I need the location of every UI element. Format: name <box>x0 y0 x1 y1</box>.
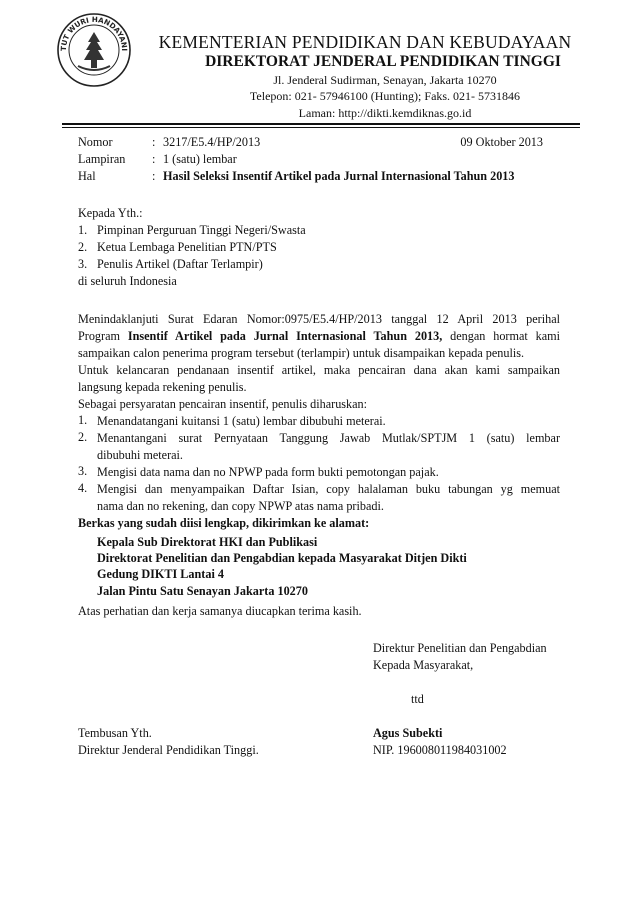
address-line: Kepala Sub Direktorat HKI dan Publikasi <box>97 535 318 549</box>
signatory-name: Agus Subekti <box>373 726 443 740</box>
nomor-colon: : <box>152 135 156 149</box>
hal-colon: : <box>152 169 156 183</box>
body-paragraph-line: sampaikan calon penerima program tersebut (terlampir) untuk disampaikan kepada penulis. <box>78 346 525 360</box>
letterhead-divider <box>62 123 580 125</box>
letterhead-ministry: KEMENTERIAN PENDIDIKAN DAN KEBUDAYAAN <box>158 32 572 52</box>
recipient-number: 1. <box>78 223 88 237</box>
body-paragraph-line: Untuk kelancaran pendanaan insentif artikel, maka pencairan dana akan kami sampaikan <box>78 363 560 377</box>
recipient-item: Pimpinan Perguruan Tinggi Negeri/Swasta <box>97 223 306 237</box>
closing-sentence: Atas perhatian dan kerja samanya diucapkan terima kasih. <box>78 604 362 618</box>
address-line: Jalan Pintu Satu Senayan Jakarta 10270 <box>97 584 308 598</box>
letterhead-phone: Telepon: 021- 57946100 (Hunting); Faks. 021- 5731846 <box>249 89 521 103</box>
nomor-value: 3217/E5.4/HP/2013 <box>163 135 261 149</box>
body-paragraph-line: langsung kepada rekening penulis. <box>78 380 247 394</box>
recipient-salutation: Kepada Yth.: <box>78 206 143 220</box>
recipient-item: Ketua Lembaga Penelitian PTN/PTS <box>97 240 277 254</box>
letterhead-address: Jl. Jenderal Sudirman, Senayan, Jakarta 10270 <box>273 73 497 87</box>
recipient-number: 3. <box>78 257 88 271</box>
cc-item: Direktur Jenderal Pendidikan Tinggi. <box>78 743 259 757</box>
recipient-number: 2. <box>78 240 88 254</box>
signature-ttd: ttd <box>411 692 424 706</box>
requirement-number: 4. <box>78 481 88 495</box>
requirement-text: Menandatangani kuitansi 1 (satu) lembar dibubuhi meterai. <box>97 414 386 428</box>
lampiran-value: 1 (satu) lembar <box>163 152 237 166</box>
recipient-location: di seluruh Indonesia <box>78 274 177 288</box>
letterhead-directorate: DIREKTORAT JENDERAL PENDIDIKAN TINGGI <box>205 53 561 70</box>
requirements-intro: Sebagai persyaratan pencairan insentif, penulis diharuskan: <box>78 397 368 411</box>
requirement-number: 2. <box>78 430 88 444</box>
signature-title-cont: Kepada Masyarakat, <box>373 658 474 672</box>
recipient-item: Penulis Artikel (Daftar Terlampir) <box>97 257 263 271</box>
hal-label: Hal <box>78 169 96 183</box>
lampiran-label: Lampiran <box>78 152 126 166</box>
requirement-number: 3. <box>78 464 88 478</box>
requirement-number: 1. <box>78 413 88 427</box>
letterhead-divider-thin <box>62 127 580 128</box>
requirement-text-cont: nama dan no rekening, dan copy NPWP atas nama pribadi. <box>97 499 384 513</box>
body-paragraph-line: Menindaklanjuti Surat Edaran Nomor:0975/E5.4/HP/2013 tanggal 12 April 2013 perihal <box>78 312 560 326</box>
requirement-text-cont: dibubuhi meterai. <box>97 448 183 462</box>
nomor-label: Nomor <box>78 135 113 149</box>
letter-date: 09 Oktober 2013 <box>460 135 543 149</box>
address-line: Direktorat Penelitian dan Pengabdian kepada Masyarakat Ditjen Dikti <box>97 551 467 565</box>
signature-title: Direktur Penelitian dan Pengabdian <box>373 641 547 655</box>
svg-text:TUT WURI HANDAYANI: TUT WURI HANDAYANI <box>58 14 130 52</box>
tut-wuri-handayani-logo-icon <box>54 10 134 90</box>
signatory-nip: NIP. 196008011984031002 <box>373 743 507 757</box>
send-to-heading: Berkas yang sudah diisi lengkap, dikirimkan ke alamat: <box>78 516 370 530</box>
address-line: Gedung DIKTI Lantai 4 <box>97 567 224 581</box>
requirement-text: Menantangani surat Pernyataan Tanggung Jawab Mutlak/SPTJM 1 (satu) lembar <box>97 431 560 445</box>
requirement-text: Mengisi data nama dan no NPWP pada form bukti pemotongan pajak. <box>97 465 439 479</box>
requirement-text: Mengisi dan menyampaikan Daftar Isian, copy halalaman buku tabungan yg memuat <box>97 482 560 496</box>
body-paragraph-line: Program Insentif Artikel pada Jurnal Internasional Tahun 2013, dengan hormat kami <box>78 329 561 343</box>
cc-label: Tembusan Yth. <box>78 726 152 740</box>
hal-value: Hasil Seleksi Insentif Artikel pada Jurnal Internasional Tahun 2013 <box>163 169 515 183</box>
letterhead-website: Laman: http://dikti.kemdiknas.go.id <box>298 106 472 120</box>
lampiran-colon: : <box>152 152 156 166</box>
